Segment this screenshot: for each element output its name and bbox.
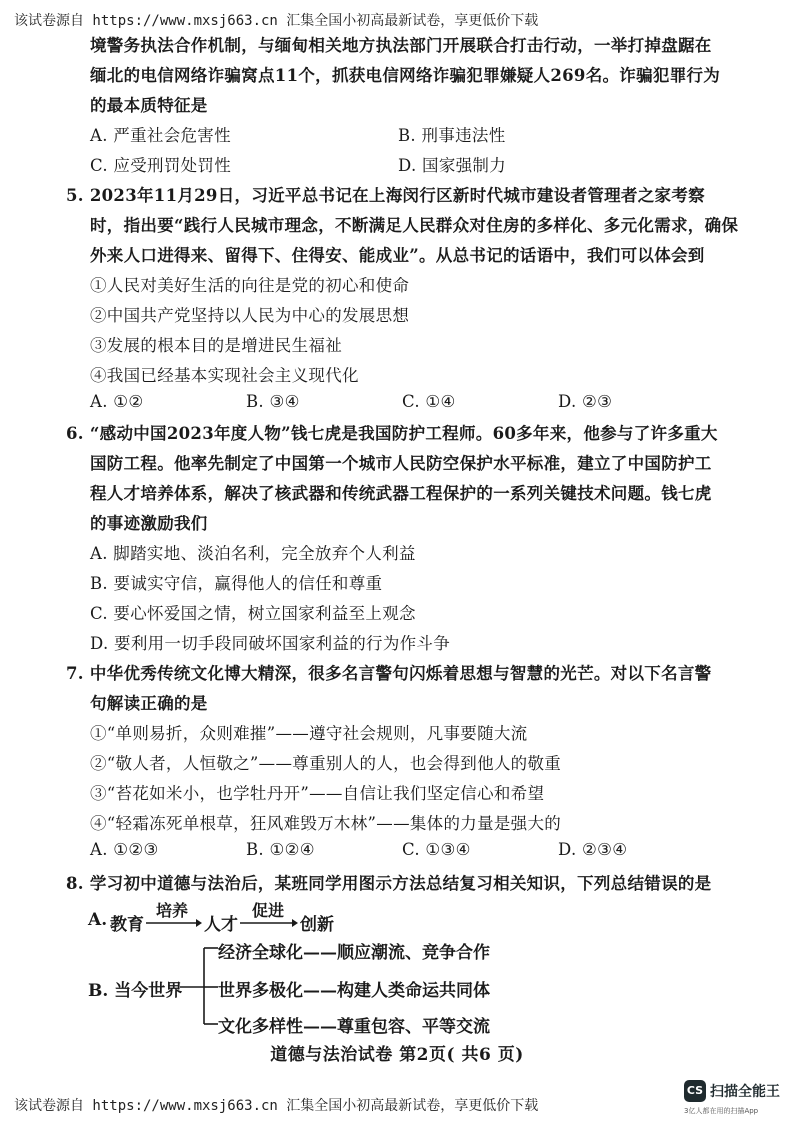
q8-a-arrow-label-2: 促进: [252, 901, 285, 920]
q8-b-branch-1: 经济全球化——顺应潮流、竞争合作: [218, 943, 490, 963]
q5-line-1: 5. 2023年11月29日，习近平总书记在上海闵行区新时代城市建设者管理者之家考察: [66, 186, 705, 205]
q8-stem: 8. 学习初中道德与法治后，某班同学用图示方法总结复习相关知识，下列总结错误的是: [66, 874, 712, 893]
q5-item-3: ③发展的根本目的是增进民生福祉: [90, 336, 342, 355]
q5-choice-b: B. ③④: [246, 392, 300, 411]
q8-diagram-b: [88, 930, 568, 1040]
q5-item-1: ①人民对美好生活的向往是党的初心和使命: [90, 276, 410, 295]
bottom-source-banner: 该试卷源自 https://www.mxsj663.cn 汇集全国小初高最新试卷，享更低价下载: [14, 1098, 539, 1114]
q4-line-1: 境警务执法合作机制，与缅甸相关地方执法部门开展联合打击行动，一举打掉盘踞在: [90, 36, 712, 55]
arrow-right-icon: [240, 918, 298, 928]
camscanner-name: 扫描全能王: [710, 1084, 780, 1100]
q5-choice-c: C. ①④: [402, 392, 456, 411]
q8-a-prefix: A.: [88, 910, 108, 930]
arrow-right-icon: [146, 918, 202, 928]
q8-a-arrow-label-1: 培养: [156, 901, 189, 920]
q7-item-4: ④“轻霜冻死单根草，狂风难毁万木林”——集体的力量是强大的: [90, 814, 562, 833]
top-source-banner: 该试卷源自 https://www.mxsj663.cn 汇集全国小初高最新试卷，享更低价下载: [14, 13, 539, 29]
camscanner-icon: CS: [684, 1080, 706, 1102]
q7-choice-a: A. ①②③: [90, 840, 159, 859]
q6-option-a: A. 脚踏实地、淡泊名利，完全放弃个人利益: [90, 544, 416, 563]
q7-line-1: 7. 中华优秀传统文化博大精深，很多名言警句闪烁着思想与智慧的光芒。对以下名言警: [66, 664, 712, 683]
camscanner-tagline: 3亿人都在用的扫描App: [684, 1107, 759, 1115]
q5-line-3: 外来人口进得来、留得下、住得安、能成业”。从总书记的话语中，我们可以体会到: [90, 246, 705, 265]
q6-line-3: 程人才培养体系，解决了核武器和传统武器工程保护的一系列关键技术问题。钱七虎: [90, 484, 712, 503]
q6-option-b: B. 要诚实守信，赢得他人的信任和尊重: [90, 574, 383, 593]
q8-b-branch-3: 文化多样性——尊重包容、平等交流: [218, 1017, 490, 1037]
q4-line-3: 的最本质特征是: [90, 96, 208, 115]
q7-item-1: ①“单则易折，众则难摧”——遵守社会规则，凡事要随大流: [90, 724, 528, 743]
q4-line-2: 缅北的电信网络诈骗窝点11个，抓获电信网络诈骗犯罪嫌疑人269名。诈骗犯罪行为: [90, 66, 721, 85]
q6-option-c: C. 要心怀爱国之情，树立国家利益至上观念: [90, 604, 416, 623]
q7-item-2: ②“敬人者，人恒敬之”——尊重别人的人，也会得到他人的敬重: [90, 754, 562, 773]
q6-line-1: 6. “感动中国2023年度人物”钱七虎是我国防护工程师。60多年来，他参与了许多重大: [66, 424, 718, 443]
q7-choice-b: B. ①②④: [246, 840, 315, 859]
bracket-connector: [180, 940, 220, 1026]
q4-option-b: B. 刑事违法性: [398, 126, 506, 145]
q5-item-4: ④我国已经基本实现社会主义现代化: [90, 366, 359, 385]
q6-option-d: D. 要利用一切手段同破坏国家利益的行为作斗争: [90, 634, 451, 653]
q5-choice-d: D. ②③: [558, 392, 613, 411]
q6-line-4: 的事迹激励我们: [90, 514, 208, 533]
q8-b-root: B. 当今世界: [88, 981, 183, 1001]
q7-line-2: 句解读正确的是: [90, 694, 208, 713]
q7-item-3: ③“苔花如米小，也学牡丹开”——自信让我们坚定信心和希望: [90, 784, 545, 803]
q8-a-node-education: 教育: [110, 915, 144, 935]
q8-b-branch-2: 世界多极化——构建人类命运共同体: [218, 981, 490, 1001]
q7-choice-c: C. ①③④: [402, 840, 471, 859]
q4-option-d: D. 国家强制力: [398, 156, 507, 175]
q4-option-c: C. 应受刑罚处罚性: [90, 156, 232, 175]
q8-a-node-innovation: 创新: [300, 915, 334, 935]
q8-a-node-talent: 人才: [204, 915, 238, 935]
q5-choice-a: A. ①②: [90, 392, 144, 411]
q7-choice-d: D. ②③④: [558, 840, 628, 859]
q5-item-2: ②中国共产党坚持以人民为中心的发展思想: [90, 306, 410, 325]
q4-option-a: A. 严重社会危害性: [90, 126, 231, 145]
q5-line-2: 时，指出要“践行人民城市理念，不断满足人民群众对住房的多样化、多元化需求，确保: [90, 216, 739, 235]
camscanner-logo: [684, 1080, 788, 1118]
page-number-footer: 道德与法治试卷 第2页( 共6 页): [270, 1045, 524, 1065]
q6-line-2: 国防工程。他率先制定了中国第一个城市人民防空保护水平标准，建立了中国防护工: [90, 454, 712, 473]
